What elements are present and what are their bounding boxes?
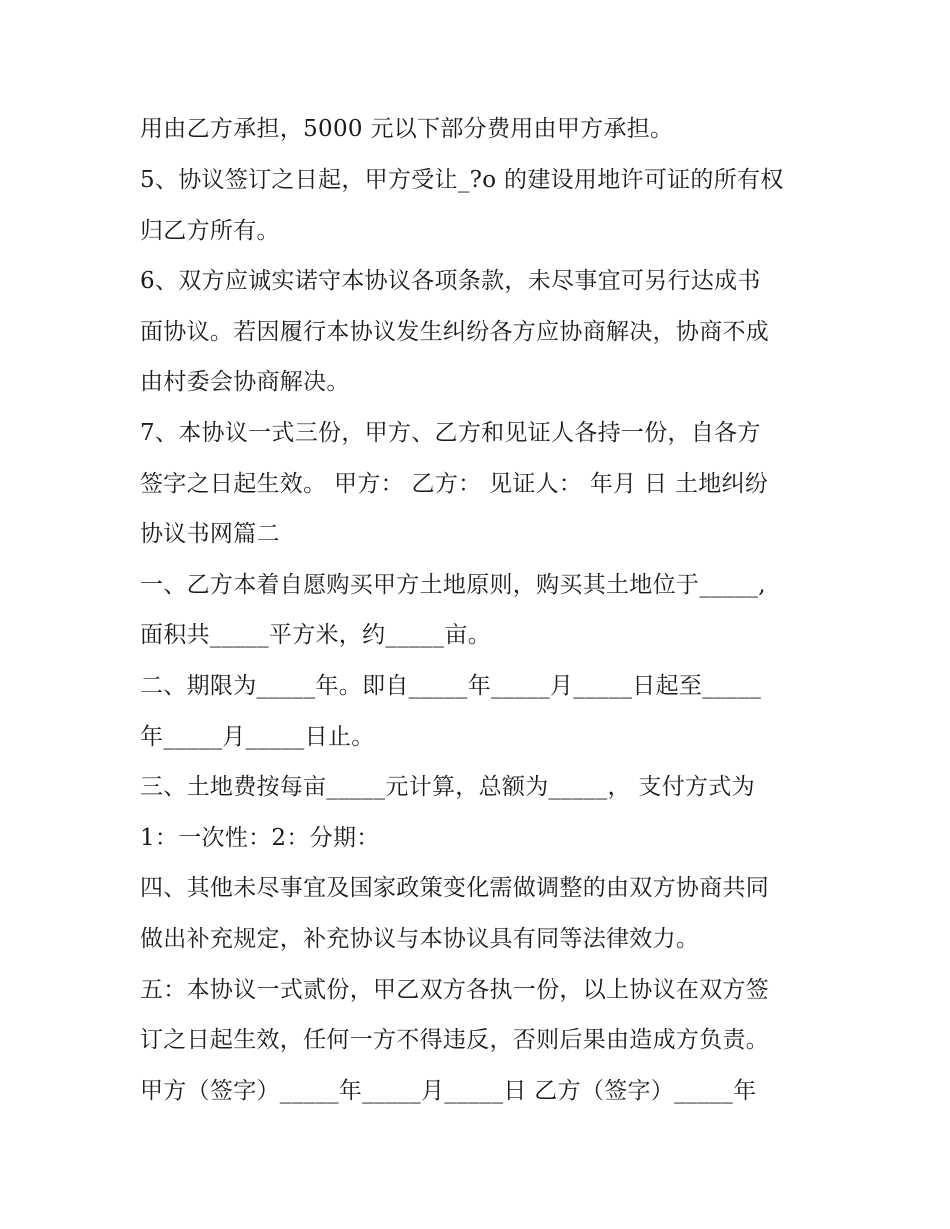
text-line: 用由乙方承担，5000 元以下部分费用由甲方承担。	[140, 116, 674, 142]
text-line: 面积共_____平方米，约_____亩。	[140, 622, 491, 648]
text-line: 7、本协议一式三份，甲方、乙方和见证人各持一份，自各方	[140, 420, 761, 446]
text-line: 一、乙方本着自愿购买甲方土地原则，购买其土地位于_____,	[140, 572, 766, 598]
text-line: 归乙方所有。	[140, 218, 280, 244]
text-line: 五：本协议一式贰份，甲乙双方各执一份，以上协议在双方签	[140, 977, 770, 1003]
section-heading: 协议书网篇二	[140, 521, 280, 547]
text-line: 三、土地费按每亩_____元计算，总额为_____， 支付方式为	[140, 774, 755, 800]
text-line: 四、其他未尽事宜及国家政策变化需做调整的由双方协商共同	[140, 875, 770, 901]
text-line: 年_____月_____日止。	[140, 724, 375, 750]
text-line: 二、期限为_____年。即自_____年_____月_____日起至_____	[140, 673, 762, 699]
signature-line: 甲方（签字）_____年_____月_____日 乙方（签字）_____年	[140, 1078, 757, 1104]
text-line: 签字之日起生效。 甲方： 乙方： 见证人： 年月 日 土地纠纷	[140, 471, 769, 497]
text-line: 面协议。若因履行本协议发生纠纷各方应协商解决，协商不成	[140, 319, 770, 345]
text-line: 6、双方应诚实诺守本协议各项条款，未尽事宜可另行达成书	[140, 268, 761, 294]
text-line: 做出补充规定，补充协议与本协议具有同等法律效力。	[140, 926, 700, 952]
text-line: 订之日起生效，任何一方不得违反，否则后果由造成方负责。	[140, 1027, 770, 1053]
text-line: 由村委会协商解决。	[140, 369, 350, 395]
text-line: 1：一次性：2：分期：	[140, 825, 380, 851]
text-line: 5、协议签订之日起，甲方受让_?o 的建设用地许可证的所有权	[140, 167, 784, 193]
